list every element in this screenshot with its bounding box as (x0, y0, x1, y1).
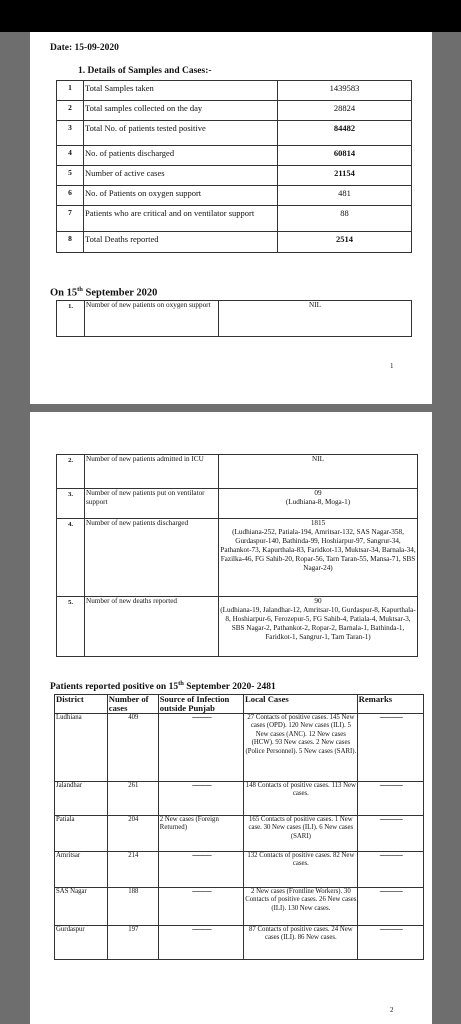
row-label: Number of new patients put on ventilator support (85, 489, 219, 519)
district-name: Ludhiana (55, 714, 108, 782)
row-value: 90 (Ludhiana-19, Jalandhar-12, Amritsar-10, Gurdaspur-8, Kapurthala-8, Hoshiarpur-6, Ferozepur-5, FG Sahib-4, Patiala-4, Muktsar-3, SBS Nagar-2, Pathankot-2, Ropar-2, Barnala-1, Bathinda-1, Faridkot-1, Sangrur-1, Tarn Taran-1) (219, 597, 418, 657)
remarks: ------------------ (357, 852, 423, 888)
row-number: 5. (57, 597, 85, 657)
infection-source: 2 New cases (Foreign Returned) (158, 816, 243, 852)
case-count: 204 (107, 816, 158, 852)
table-row (57, 519, 418, 597)
table-row (57, 455, 418, 489)
case-count: 261 (107, 782, 158, 816)
district-name: SAS Nagar (55, 888, 108, 926)
local-cases: 132 Contacts of positive cases. 82 New cases. (244, 852, 358, 888)
report-date: Date: 15-09-2020 (50, 43, 119, 53)
remarks: ------------------ (357, 926, 423, 960)
row-label: Total Deaths reported (84, 232, 278, 253)
district-name: Gurdaspur (55, 926, 108, 960)
row-value: 2514 (278, 232, 412, 253)
row-value: 88 (278, 206, 412, 232)
table-row (57, 232, 412, 253)
table-row (57, 597, 418, 657)
row-label: Number of new patients on oxygen support (85, 301, 219, 337)
row-label: Total samples collected on the day (84, 101, 278, 121)
local-cases: 27 Contacts of positive cases. 145 New cases (OPD). 120 New cases (ILI). 5 New cases (ANC). 12 New cases (HCW). 93 New cases. 2 New cases (Police Personnel). 5 New cases (SARI). (244, 714, 358, 782)
row-number: 7 (57, 206, 84, 232)
table-row (55, 782, 424, 816)
table-row (57, 121, 412, 146)
table-header-row (55, 695, 424, 714)
document-page-1 (30, 32, 432, 404)
row-value: 28824 (278, 101, 412, 121)
table-row (55, 852, 424, 888)
infection-source: --------------- (158, 888, 243, 926)
remarks: ------------------ (357, 888, 423, 926)
row-number: 1. (57, 301, 85, 337)
row-number: 4 (57, 146, 84, 166)
document-page-2 (30, 412, 432, 1024)
row-label: Number of active cases (84, 166, 278, 186)
row-number: 2. (57, 455, 85, 489)
row-value: 481 (278, 186, 412, 206)
table-row (55, 888, 424, 926)
district-name: Patiala (55, 816, 108, 852)
row-number: 1 (57, 81, 84, 101)
infection-source: --------------- (158, 714, 243, 782)
infection-source: --------------- (158, 782, 243, 816)
column-header: Local Cases (244, 695, 358, 714)
district-cases-table (54, 694, 424, 960)
table-row (57, 146, 412, 166)
table-row (55, 816, 424, 852)
row-value: NIL (219, 301, 412, 337)
table-row (57, 166, 412, 186)
row-number: 4. (57, 519, 85, 597)
positive-patients-title: Patients reported positive on 15th September 2020- 2481 (50, 680, 276, 693)
local-cases: 2 New cases (Frontline Workers). 30 Contacts of positive cases. 26 New cases (ILI). 130 New cases. (244, 888, 358, 926)
row-value: 09 (Ludhiana-8, Moga-1) (219, 489, 418, 519)
row-number: 6 (57, 186, 84, 206)
case-count: 214 (107, 852, 158, 888)
table-row (57, 101, 412, 121)
case-count: 409 (107, 714, 158, 782)
table-row (57, 489, 418, 519)
on-date-heading: On 15th September 2020 (50, 286, 158, 299)
local-cases: 87 Contacts of positive cases. 24 New cases (ILI). 86 New cases. (244, 926, 358, 960)
remarks: ------------------ (357, 782, 423, 816)
case-count: 197 (107, 926, 158, 960)
remarks: ------------------ (357, 816, 423, 852)
infection-source: --------------- (158, 852, 243, 888)
row-label: No. of Patients on oxygen support (84, 186, 278, 206)
page-number: 1 (390, 362, 394, 370)
page-number: 2 (390, 1006, 394, 1014)
row-label: Total No. of patients tested positive (84, 121, 278, 146)
local-cases: 148 Contacts of positive cases. 113 New cases. (244, 782, 358, 816)
row-label: Number of new patients discharged (85, 519, 219, 597)
remarks: ------------------ (357, 714, 423, 782)
infection-source: --------------- (158, 926, 243, 960)
new-patients-table (56, 454, 418, 657)
row-value: 84482 (278, 121, 412, 146)
local-cases: 165 Contacts of positive cases. 1 New case. 30 New cases (ILI). 6 New cases (SARI) (244, 816, 358, 852)
column-header: Remarks (357, 695, 423, 714)
row-value: 1439583 (278, 81, 412, 101)
row-value: 60814 (278, 146, 412, 166)
row-label: Patients who are critical and on ventilator support (84, 206, 278, 232)
row-label: Total Samples taken (84, 81, 278, 101)
column-header: District (55, 695, 108, 714)
row-value: NIL (219, 455, 418, 489)
row-label: No. of patients discharged (84, 146, 278, 166)
row-label: Number of new deaths reported (85, 597, 219, 657)
top-bar (0, 0, 461, 32)
district-name: Amritsar (55, 852, 108, 888)
row-number: 3. (57, 489, 85, 519)
table-row (57, 301, 412, 337)
row-number: 3 (57, 121, 84, 146)
row-number: 8 (57, 232, 84, 253)
column-header: Source of Infection outside Punjab (158, 695, 243, 714)
section-title: 1. Details of Samples and Cases:- (78, 66, 212, 76)
case-count: 188 (107, 888, 158, 926)
table-row (55, 926, 424, 960)
row-value: 1815 (Ludhiana-252, Patiala-194, Amritsar-132, SAS Nagar-358, Gurdaspur-140, Bathinda-99, Hoshiarpur-97, Sangrur-34, Pathankot-73, Kapurthala-83, Faridkot-13, Muktsar-34, Barnala-34, Fazilka-46, FG Sahib-20, Ropar-56, Tarn Taran-55, Mansa-71, SBS Nagar-24) (219, 519, 418, 597)
row-label: Number of new patients admitted in ICU (85, 455, 219, 489)
table-row (57, 186, 412, 206)
row-value: 21154 (278, 166, 412, 186)
oxygen-support-table (56, 300, 412, 337)
row-number: 5 (57, 166, 84, 186)
samples-cases-table (56, 80, 412, 253)
row-number: 2 (57, 101, 84, 121)
column-header: Number of cases (107, 695, 158, 714)
table-row (57, 206, 412, 232)
table-row (57, 81, 412, 101)
table-row (55, 714, 424, 782)
district-name: Jalandhar (55, 782, 108, 816)
